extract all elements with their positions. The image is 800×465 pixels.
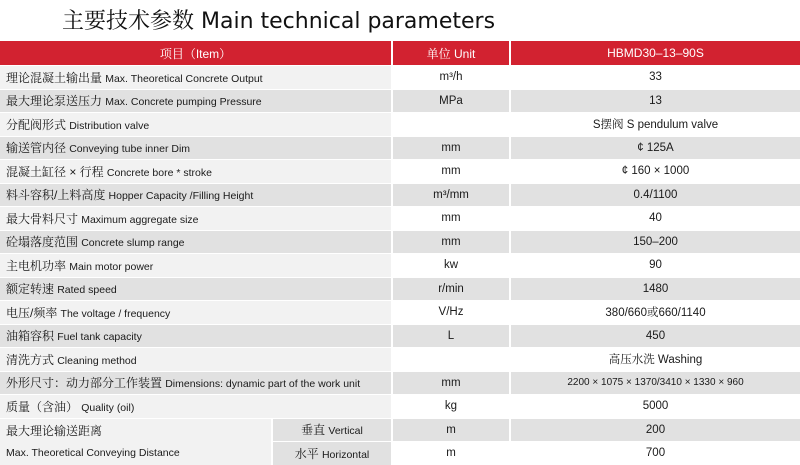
page-title: 主要技术参数 Main technical parameters bbox=[62, 9, 496, 34]
param-name-en: Max. Theoretical Concrete Output bbox=[105, 72, 263, 85]
param-unit: mm bbox=[392, 207, 510, 231]
table-row bbox=[0, 183, 800, 207]
param-name-zh: 电压/频率 bbox=[6, 305, 58, 320]
param-name-en: Concrete slump range bbox=[81, 237, 185, 250]
table-row bbox=[0, 371, 800, 395]
vertical-label-en: Vertical bbox=[328, 425, 363, 438]
horizontal-label-zh: 水平 bbox=[294, 446, 319, 461]
param-unit: mm bbox=[392, 371, 510, 395]
param-name-zh: 最大理论泵送压力 bbox=[6, 94, 103, 109]
param-value: ¢ 125A bbox=[510, 136, 800, 160]
table-row bbox=[0, 395, 800, 419]
param-unit: m bbox=[392, 418, 510, 442]
header-item: 项目（Item） bbox=[0, 41, 392, 66]
param-name-en: Hopper Capacity /Filling Height bbox=[108, 190, 254, 203]
param-value: 150–200 bbox=[510, 230, 800, 254]
param-name-en: Quality (oil) bbox=[81, 401, 135, 414]
param-unit: L bbox=[392, 324, 510, 348]
param-value: 380/660或660/1140 bbox=[510, 301, 800, 325]
param-name bbox=[0, 113, 392, 137]
param-name bbox=[0, 324, 392, 348]
param-unit: m³/mm bbox=[392, 183, 510, 207]
param-name-en: Fuel tank capacity bbox=[57, 331, 142, 344]
param-name-zh: 混凝土缸径 × 行程 bbox=[6, 164, 104, 179]
param-unit: kg bbox=[392, 395, 510, 419]
param-name-zh: 理论混凝土输出量 bbox=[6, 70, 103, 85]
horizontal-label-en: Horizontal bbox=[321, 448, 370, 461]
param-name-zh: 砼塌落度范围 bbox=[6, 235, 79, 250]
param-unit: mm bbox=[392, 136, 510, 160]
param-name bbox=[0, 207, 392, 231]
param-name bbox=[0, 277, 392, 301]
table-row bbox=[0, 207, 800, 231]
table-row bbox=[0, 254, 800, 278]
table-row bbox=[0, 66, 800, 90]
param-name-zh: 主电机功率 bbox=[6, 258, 67, 273]
param-unit: kw bbox=[392, 254, 510, 278]
param-name-zh: 额定转速 bbox=[6, 282, 55, 297]
param-unit: m³/h bbox=[392, 66, 510, 90]
param-name-en: Cleaning method bbox=[57, 354, 137, 367]
param-name bbox=[0, 395, 392, 419]
param-name-zh: 清洗方式 bbox=[6, 352, 55, 367]
param-value: 5000 bbox=[510, 395, 800, 419]
param-value: 40 bbox=[510, 207, 800, 231]
param-value: S摆阀 S pendulum valve bbox=[510, 113, 800, 137]
param-unit: mm bbox=[392, 160, 510, 184]
param-value: 33 bbox=[510, 66, 800, 90]
param-name-zh: 输送管内径 bbox=[6, 141, 67, 156]
param-unit bbox=[392, 113, 510, 137]
param-name-zh: 分配阀形式 bbox=[6, 117, 67, 132]
param-name-zh: 质量（含油） bbox=[6, 399, 79, 414]
param-name-en: Main motor power bbox=[69, 260, 154, 273]
param-name-en: The voltage / frequency bbox=[60, 307, 171, 320]
param-value: 0.4/1100 bbox=[510, 183, 800, 207]
param-name bbox=[0, 348, 392, 372]
param-name bbox=[0, 136, 392, 160]
param-name-en: Rated speed bbox=[57, 284, 117, 297]
distance-vertical-label bbox=[272, 418, 392, 442]
param-name-zh: 油箱容积 bbox=[6, 329, 55, 344]
table-row bbox=[0, 136, 800, 160]
param-name bbox=[0, 230, 392, 254]
table-row bbox=[0, 348, 800, 372]
param-name-en: Dimensions: dynamic part of the work unit bbox=[165, 378, 361, 391]
param-value: 450 bbox=[510, 324, 800, 348]
param-name bbox=[0, 254, 392, 278]
header-unit: 单位 Unit bbox=[392, 41, 510, 66]
table-row bbox=[0, 113, 800, 137]
header-model: HBMD30–13–90S bbox=[510, 41, 800, 66]
distance-name-zh: 最大理论输送距离 bbox=[6, 423, 103, 438]
param-value: 2200 × 1075 × 1370/3410 × 1330 × 960 bbox=[510, 371, 800, 395]
table-row bbox=[0, 89, 800, 113]
table-row bbox=[0, 277, 800, 301]
param-unit bbox=[392, 348, 510, 372]
technical-parameters-table bbox=[0, 40, 800, 465]
param-value: 700 bbox=[510, 442, 800, 465]
param-name-en: Conveying tube inner Dim bbox=[69, 143, 191, 156]
param-value: 200 bbox=[510, 418, 800, 442]
param-name-zh: 料斗容积/上料高度 bbox=[6, 188, 106, 203]
param-value: 90 bbox=[510, 254, 800, 278]
param-name-zh: 最大骨料尺寸 bbox=[6, 211, 79, 226]
table-row-distance-vertical bbox=[0, 418, 800, 442]
param-name bbox=[0, 371, 392, 395]
param-value: 13 bbox=[510, 89, 800, 113]
table-row bbox=[0, 301, 800, 325]
table-row bbox=[0, 230, 800, 254]
vertical-label-zh: 垂直 bbox=[301, 423, 326, 438]
param-name bbox=[0, 89, 392, 113]
param-unit: MPa bbox=[392, 89, 510, 113]
param-name-en: Maximum aggregate size bbox=[81, 213, 199, 226]
param-unit: m bbox=[392, 442, 510, 465]
distance-horizontal-label bbox=[272, 442, 392, 465]
param-name-zh: 外形尺寸：动力部分工作装置 bbox=[6, 376, 163, 391]
param-name-en: Distribution valve bbox=[69, 119, 150, 132]
param-unit: r/min bbox=[392, 277, 510, 301]
distance-name-en: Max. Theoretical Conveying Distance bbox=[6, 446, 180, 459]
param-unit: V/Hz bbox=[392, 301, 510, 325]
param-name bbox=[0, 160, 392, 184]
param-value: ¢ 160 × 1000 bbox=[510, 160, 800, 184]
table-row bbox=[0, 324, 800, 348]
param-value: 高压水洗 Washing bbox=[510, 348, 800, 372]
param-name bbox=[0, 183, 392, 207]
distance-name bbox=[0, 418, 272, 465]
table-header-row bbox=[0, 41, 800, 66]
table-row bbox=[0, 160, 800, 184]
param-value: 1480 bbox=[510, 277, 800, 301]
param-name-en: Concrete bore * stroke bbox=[106, 166, 212, 179]
param-unit: mm bbox=[392, 230, 510, 254]
param-name-en: Max. Concrete pumping Pressure bbox=[105, 96, 262, 109]
param-name bbox=[0, 66, 392, 90]
param-name bbox=[0, 301, 392, 325]
